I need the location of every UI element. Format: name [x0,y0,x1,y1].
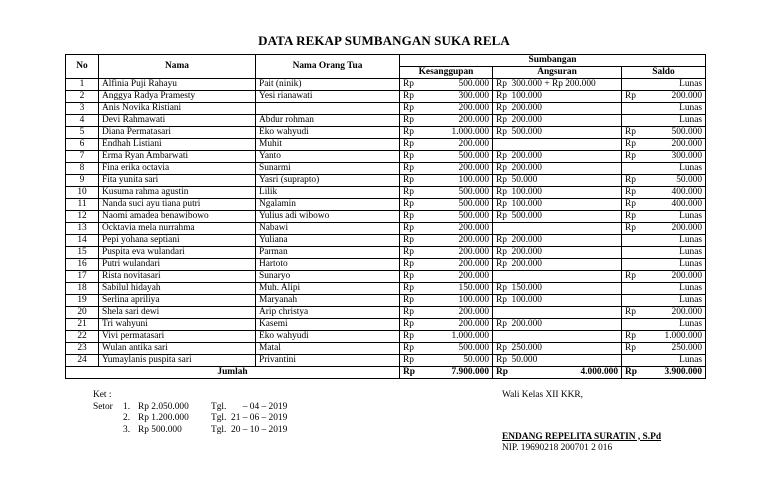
row-number: 14 [66,235,99,247]
row-number: 15 [66,247,99,259]
parent-name: Parman [256,247,400,259]
table-row [66,271,706,283]
kesanggupan-currency: Rp [400,223,416,235]
header-kesanggupan: Kesanggupan [400,67,493,79]
signature-block [502,390,661,455]
saldo-amount: 50.000 [638,175,706,187]
deposit-number: 3. [123,424,131,435]
angsuran-currency: Rp [493,79,509,91]
header-angsuran: Angsuran [493,67,622,79]
angsuran-amount: 100.000 [509,295,622,307]
student-name: Erma Ryan Ambarwati [99,151,256,163]
saldo-amount: 250.000 [638,343,706,355]
parent-name: Yuliana [256,235,400,247]
row-number: 17 [66,271,99,283]
kesanggupan-amount: 200.000 [416,103,493,115]
kesanggupan-amount: 100.000 [416,295,493,307]
student-name: Serlina apriliya [99,295,256,307]
row-number: 23 [66,343,99,355]
saldo-currency [622,295,638,307]
angsuran-currency [493,307,509,319]
table-row [66,79,706,91]
row-number: 12 [66,211,99,223]
deposit-label [93,413,123,425]
table-row [66,211,706,223]
kesanggupan-currency: Rp [400,283,416,295]
total-row [66,367,706,379]
kesanggupan-currency: Rp [400,127,416,139]
angsuran-amount: 200.000 [509,319,622,331]
kesanggupan-amount: 200.000 [416,115,493,127]
student-name: Nanda suci ayu tiana putri [99,199,256,211]
student-name: Diana Permatasari [99,127,256,139]
angsuran-amount: 500.000 [509,127,622,139]
angsuran-currency [493,139,509,151]
student-name: Pepi yohana septiani [99,235,256,247]
kesanggupan-amount: 500.000 [416,151,493,163]
row-number: 11 [66,199,99,211]
angsuran-amount: 500.000 [509,211,622,223]
saldo-currency: Rp [622,91,638,103]
angsuran-amount: 200.000 [509,259,622,271]
table-row [66,331,706,343]
parent-name: Pait (ninik) [256,79,400,91]
parent-name: Yulius adi wibowo [256,211,400,223]
kesanggupan-currency: Rp [400,355,416,367]
angsuran-amount: 100.000 [509,187,622,199]
saldo-amount: 200.000 [638,271,706,283]
angsuran-currency [493,223,509,235]
kesanggupan-currency: Rp [400,139,416,151]
total-kesanggupan-currency: Rp [400,367,416,379]
header-sumbangan: Sumbangan [400,55,706,67]
angsuran-amount [509,331,622,343]
saldo-currency: Rp [622,211,638,223]
kesanggupan-currency: Rp [400,103,416,115]
kesanggupan-currency: Rp [400,151,416,163]
saldo-currency [622,247,638,259]
angsuran-currency: Rp [493,283,509,295]
parent-name: Kasemi [256,319,400,331]
deposit-label [93,425,123,437]
kesanggupan-currency: Rp [400,331,416,343]
student-name: Shela sari dewi [99,307,256,319]
angsuran-amount: 200.000 [509,235,622,247]
saldo-currency [622,319,638,331]
angsuran-currency: Rp [493,91,509,103]
parent-name: Privantini [256,355,400,367]
saldo-amount: 500.000 [638,127,706,139]
row-number: 4 [66,115,99,127]
parent-name: Eko wahyudi [256,127,400,139]
signature-role: Wali Kelas XII KKR, [502,390,583,400]
signature-name: ENDANG REPELITA SURATIN , S.Pd [502,431,662,442]
table-row [66,307,706,319]
kesanggupan-amount: 200.000 [416,163,493,175]
saldo-amount: Lunas [638,295,706,307]
student-name: Vivi permatasari [99,331,256,343]
student-name: Anis Novika Ristiani [99,103,256,115]
student-name: Anggya Radya Pramesty [99,91,256,103]
saldo-amount: 300.000 [638,151,706,163]
angsuran-amount: 250.000 [509,343,622,355]
saldo-amount: Lunas [638,235,706,247]
parent-name: Yanto [256,151,400,163]
angsuran-amount: 150.000 [509,283,622,295]
row-number: 16 [66,259,99,271]
angsuran-currency: Rp [493,259,509,271]
angsuran-currency: Rp [493,151,509,163]
kesanggupan-amount: 150.000 [416,283,493,295]
kesanggupan-currency: Rp [400,319,416,331]
kesanggupan-amount: 500.000 [416,211,493,223]
notes-section [93,390,287,436]
saldo-currency [622,115,638,127]
student-name: Fina erika octavia [99,163,256,175]
saldo-currency: Rp [622,343,638,355]
parent-name [256,103,400,115]
kesanggupan-currency: Rp [400,259,416,271]
parent-name: Ngalamin [256,199,400,211]
deposit-amount: Rp 500.000 [138,424,182,435]
kesanggupan-amount: 200.000 [416,235,493,247]
parent-name: Yesi rianawati [256,91,400,103]
saldo-amount: Lunas [638,103,706,115]
document-title: DATA REKAP SUMBANGAN SUKA RELA [258,33,510,48]
kesanggupan-currency: Rp [400,343,416,355]
deposit-amount: Rp 1.200.000 [138,413,189,423]
kesanggupan-currency: Rp [400,91,416,103]
total-saldo: 3.900.000 [638,367,706,379]
saldo-currency [622,259,638,271]
table-row [66,151,706,163]
kesanggupan-amount: 300.000 [416,91,493,103]
angsuran-currency: Rp [493,343,509,355]
student-name: Wulan antika sari [99,343,256,355]
signature-nip: NIP. 19690218 200701 2 016 [502,443,613,453]
saldo-amount: Lunas [638,163,706,175]
student-name: Sabilul hidayah [99,283,256,295]
kesanggupan-amount: 500.000 [416,187,493,199]
angsuran-currency: Rp [493,115,509,127]
parent-name: Eko wahyudi [256,331,400,343]
angsuran-currency: Rp [493,319,509,331]
parent-name: Nabawi [256,223,400,235]
student-name: Kusuma rahma agustin [99,187,256,199]
kesanggupan-currency: Rp [400,115,416,127]
saldo-currency [622,283,638,295]
angsuran-currency: Rp [493,163,509,175]
saldo-amount: Lunas [638,115,706,127]
saldo-currency: Rp [622,199,638,211]
angsuran-amount: 300.000 + Rp 200.000 [509,79,622,91]
deposit-date-label: Tgl. [211,401,227,412]
table-row [66,247,706,259]
kesanggupan-currency: Rp [400,163,416,175]
contribution-table [65,54,706,379]
angsuran-amount [509,307,622,319]
saldo-amount: Lunas [638,355,706,367]
table-body [66,79,706,367]
parent-name: Matal [256,343,400,355]
saldo-amount: Lunas [638,259,706,271]
parent-name: Muh. Alipi [256,283,400,295]
row-number: 10 [66,187,99,199]
total-label: Jumlah [66,367,400,379]
header-saldo: Saldo [622,67,706,79]
row-number: 19 [66,295,99,307]
kesanggupan-amount: 200.000 [416,259,493,271]
table-row [66,163,706,175]
saldo-amount: 1.000.000 [638,331,706,343]
deposit-item [93,413,287,425]
kesanggupan-amount: 200.000 [416,271,493,283]
table-row [66,283,706,295]
angsuran-amount: 50.000 [509,175,622,187]
angsuran-currency: Rp [493,211,509,223]
angsuran-currency: Rp [493,235,509,247]
deposit-date: 20 – 10 – 2019 [231,424,288,435]
student-name: Ocktavia mela nurrahma [99,223,256,235]
notes-label: Ket : [93,390,112,400]
row-number: 7 [66,151,99,163]
saldo-currency: Rp [622,187,638,199]
angsuran-amount: 100.000 [509,199,622,211]
table-row [66,91,706,103]
angsuran-currency: Rp [493,127,509,139]
saldo-currency: Rp [622,307,638,319]
table-row [66,115,706,127]
kesanggupan-currency: Rp [400,307,416,319]
table-row [66,187,706,199]
angsuran-currency: Rp [493,295,509,307]
parent-name: Yasri (suprapto) [256,175,400,187]
row-number: 5 [66,127,99,139]
angsuran-amount: 100.000 [509,91,622,103]
table-row [66,223,706,235]
kesanggupan-currency: Rp [400,79,416,91]
angsuran-amount [509,223,622,235]
kesanggupan-amount: 100.000 [416,175,493,187]
table-row [66,295,706,307]
saldo-amount: Lunas [638,211,706,223]
kesanggupan-amount: 500.000 [416,79,493,91]
parent-name: Muhit [256,139,400,151]
row-number: 18 [66,283,99,295]
parent-name: Sunarmi [256,163,400,175]
angsuran-amount: 200.000 [509,247,622,259]
deposit-date-label: Tgl. [211,413,227,423]
parent-name: Abdur rohman [256,115,400,127]
student-name: Devi Rahmawati [99,115,256,127]
kesanggupan-amount: 500.000 [416,343,493,355]
deposit-amount: Rp 2.050.000 [138,401,189,412]
table-row [66,127,706,139]
saldo-amount: 200.000 [638,91,706,103]
kesanggupan-amount: 1.000.000 [416,127,493,139]
saldo-amount: Lunas [638,247,706,259]
row-number: 20 [66,307,99,319]
saldo-currency: Rp [622,223,638,235]
row-number: 6 [66,139,99,151]
student-name: Yumaylanis puspita sari [99,355,256,367]
row-number: 24 [66,355,99,367]
saldo-currency [622,103,638,115]
header-nama-orang-tua: Nama Orang Tua [256,55,400,79]
student-name: Naomi amadea benawibowo [99,211,256,223]
deposit-date: – 04 – 2019 [231,401,288,412]
header-nama: Nama [99,55,256,79]
student-name: Puspita eva wulandari [99,247,256,259]
deposit-number: 2. [123,413,131,423]
saldo-currency: Rp [622,151,638,163]
angsuran-amount: 200.000 [509,151,622,163]
table-row [66,319,706,331]
saldo-currency [622,235,638,247]
kesanggupan-amount: 200.000 [416,247,493,259]
angsuran-amount [509,139,622,151]
table-row [66,103,706,115]
header-no: No [66,55,99,79]
kesanggupan-currency: Rp [400,211,416,223]
angsuran-amount [509,271,622,283]
student-name: Rista novitasari [99,271,256,283]
table-row [66,259,706,271]
row-number: 13 [66,223,99,235]
angsuran-currency: Rp [493,355,509,367]
row-number: 9 [66,175,99,187]
saldo-amount: 400.000 [638,187,706,199]
kesanggupan-amount: 200.000 [416,139,493,151]
kesanggupan-currency: Rp [400,295,416,307]
row-number: 8 [66,163,99,175]
angsuran-amount: 50.000 [509,355,622,367]
kesanggupan-currency: Rp [400,235,416,247]
deposit-number: 1. [123,401,131,412]
row-number: 2 [66,91,99,103]
angsuran-currency: Rp [493,103,509,115]
row-number: 22 [66,331,99,343]
saldo-currency [622,163,638,175]
deposit-date: 21 – 06 – 2019 [231,413,288,423]
deposit-date-label: Tgl. [211,424,227,435]
total-saldo-currency: Rp [622,367,638,379]
angsuran-currency: Rp [493,199,509,211]
table-row [66,343,706,355]
kesanggupan-currency: Rp [400,271,416,283]
saldo-amount: 200.000 [638,223,706,235]
kesanggupan-amount: 200.000 [416,223,493,235]
row-number: 1 [66,79,99,91]
deposit-item [93,425,287,437]
angsuran-amount: 200.000 [509,163,622,175]
saldo-amount: Lunas [638,283,706,295]
saldo-currency: Rp [622,175,638,187]
total-kesanggupan: 7.900.000 [416,367,493,379]
kesanggupan-currency: Rp [400,247,416,259]
table-row [66,139,706,151]
table-row [66,355,706,367]
saldo-currency [622,79,638,91]
parent-name: Sunaryo [256,271,400,283]
kesanggupan-amount: 500.000 [416,199,493,211]
saldo-amount: 200.000 [638,307,706,319]
saldo-currency: Rp [622,331,638,343]
saldo-currency: Rp [622,271,638,283]
angsuran-currency [493,271,509,283]
kesanggupan-currency: Rp [400,187,416,199]
table-row [66,175,706,187]
parent-name: Arip christya [256,307,400,319]
saldo-amount: Lunas [638,319,706,331]
saldo-currency [622,355,638,367]
angsuran-currency: Rp [493,247,509,259]
parent-name: Hartoto [256,259,400,271]
angsuran-currency: Rp [493,187,509,199]
kesanggupan-amount: 200.000 [416,307,493,319]
row-number: 3 [66,103,99,115]
student-name: Tri wahyuni [99,319,256,331]
kesanggupan-currency: Rp [400,199,416,211]
kesanggupan-currency: Rp [400,175,416,187]
table-row [66,199,706,211]
total-angsuran-currency: Rp [493,367,509,379]
student-name: Alfinia Puji Rahayu [99,79,256,91]
saldo-currency: Rp [622,139,638,151]
kesanggupan-amount: 1.000.000 [416,331,493,343]
row-number: 21 [66,319,99,331]
saldo-amount: 200.000 [638,139,706,151]
kesanggupan-amount: 200.000 [416,319,493,331]
deposit-list [93,402,287,437]
total-angsuran: 4.000.000 [509,367,622,379]
parent-name: Lilik [256,187,400,199]
saldo-amount: Lunas [638,79,706,91]
deposit-item [93,402,287,414]
saldo-amount: 400.000 [638,199,706,211]
deposit-label: Setor [93,401,113,412]
student-name: Putri wulandari [99,259,256,271]
student-name: Endhah Listiani [99,139,256,151]
saldo-currency: Rp [622,127,638,139]
table-row [66,235,706,247]
angsuran-currency [493,331,509,343]
parent-name: Maryanah [256,295,400,307]
angsuran-amount: 200.000 [509,115,622,127]
angsuran-amount: 200.000 [509,103,622,115]
kesanggupan-amount: 50.000 [416,355,493,367]
student-name: Fita yunita sari [99,175,256,187]
angsuran-currency: Rp [493,175,509,187]
